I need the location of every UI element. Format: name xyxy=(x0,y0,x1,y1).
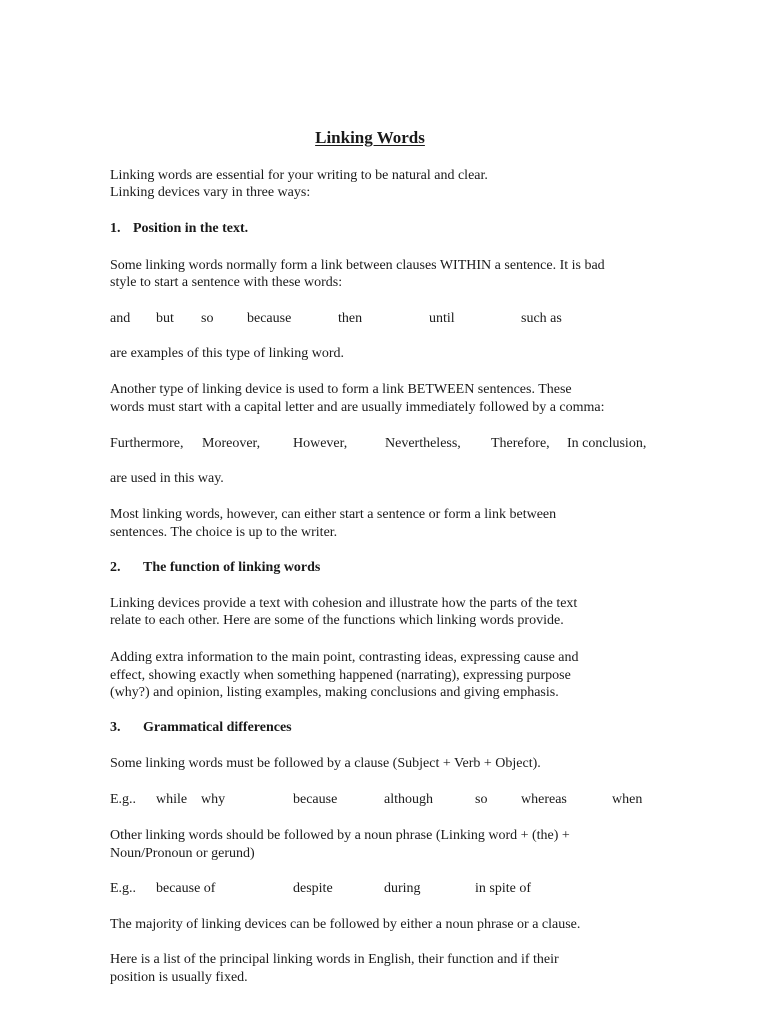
section-2-paragraph-line: (why?) and opinion, listing examples, making conclusions and giving emphasis. xyxy=(110,685,559,700)
linking-word-within: and xyxy=(110,311,131,326)
section-3-paragraph-line: Noun/Pronoun or gerund) xyxy=(110,846,255,861)
section-3-paragraph-line: Other linking words should be followed by a noun phrase (Linking word + (the) + xyxy=(110,828,570,843)
example-clause-word: whereas xyxy=(521,792,567,807)
example-noun-word: during xyxy=(384,881,421,896)
linking-word-within: such as xyxy=(521,311,562,326)
example-clause-word: so xyxy=(475,792,488,807)
section-3-paragraph-line: The majority of linking devices can be followed by either a noun phrase or a clause. xyxy=(110,917,581,932)
intro-line-1: Linking words are essential for your writing to be natural and clear. xyxy=(110,168,488,183)
example-clause-word: while xyxy=(156,792,188,807)
page-title: Linking Words xyxy=(315,128,425,147)
linking-word-within: because xyxy=(247,311,292,326)
linking-word-within: so xyxy=(201,311,214,326)
section-1-paragraph-line: Another type of linking device is used to form a link BETWEEN sentences. These xyxy=(110,382,572,397)
linking-word-between: Therefore, xyxy=(491,436,550,451)
linking-word-between: Nevertheless, xyxy=(385,436,461,451)
section-1-paragraph-line: Most linking words, however, can either start a sentence or form a link between xyxy=(110,507,557,522)
section-1-paragraph-line: words must start with a capital letter and are usually immediately followed by a comma: xyxy=(110,400,605,415)
linking-word-between: Furthermore, xyxy=(110,436,184,451)
example-clause-word: because xyxy=(293,792,338,807)
example-noun-word: in spite of xyxy=(475,881,531,896)
linking-word-within: until xyxy=(429,311,455,326)
linking-word-within: but xyxy=(156,311,174,326)
section-1-paragraph-line: are examples of this type of linking word. xyxy=(110,346,345,361)
example-noun-word: because of xyxy=(156,881,216,896)
section-3-paragraph-line: position is usually fixed. xyxy=(110,970,248,985)
section-1-paragraph-line: style to start a sentence with these words: xyxy=(110,275,343,290)
section-1-heading: Position in the text. xyxy=(133,221,249,236)
section-2-paragraph-line: Linking devices provide a text with cohesion and illustrate how the parts of the text xyxy=(110,596,578,611)
section-1-paragraph-line: are used in this way. xyxy=(110,471,224,486)
section-2-paragraph-line: Adding extra information to the main point, contrasting ideas, expressing cause and xyxy=(110,650,579,665)
section-3-heading: Grammatical differences xyxy=(143,720,292,735)
section-2-paragraph-line: relate to each other. Here are some of the functions which linking words provide. xyxy=(110,613,564,628)
linking-word-between: In conclusion, xyxy=(567,436,647,451)
example-noun-word: E.g.. xyxy=(110,881,137,896)
linking-word-between: However, xyxy=(293,436,348,451)
section-2-paragraph-line: effect, showing exactly when something happened (narrating), expressing purpose xyxy=(110,668,571,683)
example-clause-word: E.g.. xyxy=(110,792,137,807)
example-noun-word: despite xyxy=(293,881,333,896)
example-clause-word: when xyxy=(612,792,643,807)
example-clause-word: although xyxy=(384,792,433,807)
section-3-number: 3. xyxy=(110,720,121,735)
section-1-paragraph-line: sentences. The choice is up to the writer. xyxy=(110,525,338,540)
example-clause-word: why xyxy=(201,792,226,807)
intro-line-2: Linking devices vary in three ways: xyxy=(110,185,311,200)
section-1-number: 1. xyxy=(110,221,121,236)
section-3-paragraph-line: Some linking words must be followed by a clause (Subject + Verb + Object). xyxy=(110,756,541,771)
section-2-number: 2. xyxy=(110,560,121,575)
linking-word-within: then xyxy=(338,311,363,326)
section-1-paragraph-line: Some linking words normally form a link between clauses WITHIN a sentence. It is bad xyxy=(110,258,605,273)
section-2-heading: The function of linking words xyxy=(143,560,321,575)
section-3-paragraph-line: Here is a list of the principal linking words in English, their function and if their xyxy=(110,952,559,967)
linking-word-between: Moreover, xyxy=(202,436,261,451)
